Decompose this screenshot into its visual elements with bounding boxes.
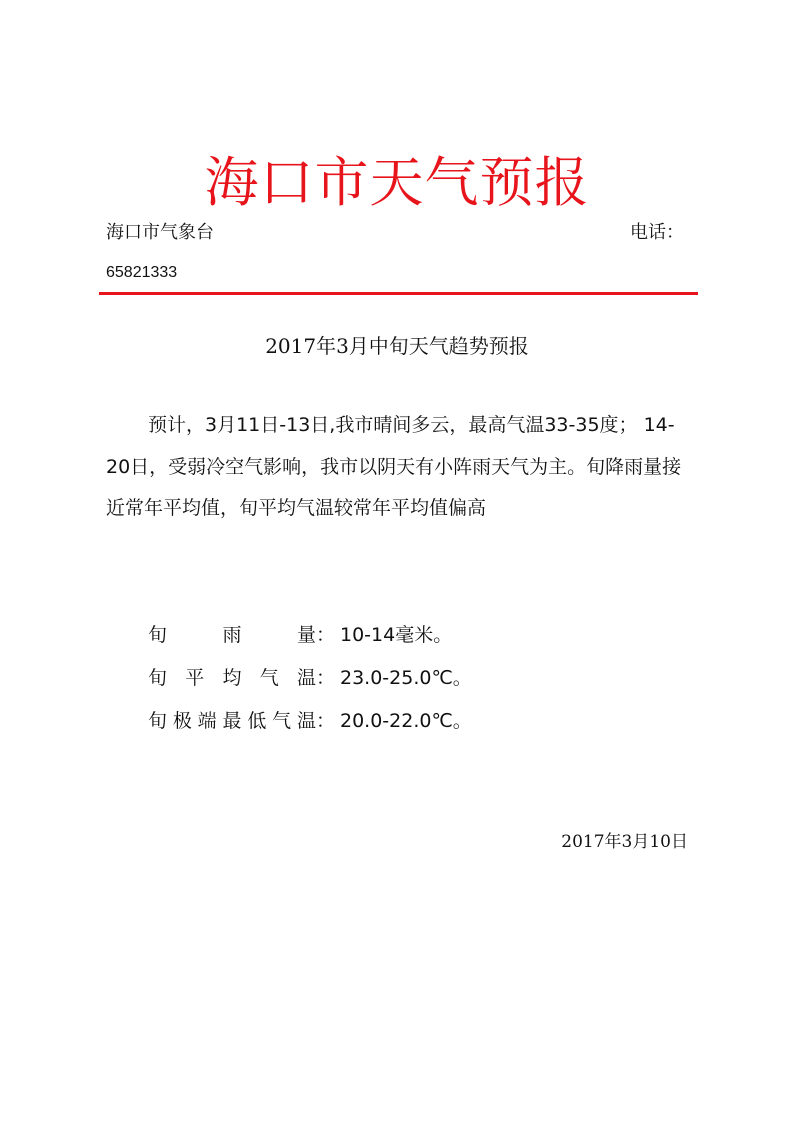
forecast-subtitle: 2017年3月中旬天气趋势预报 bbox=[265, 334, 529, 358]
document-title: 海口市天气预报 bbox=[204, 151, 590, 215]
stat-label: 旬极端最低气温 bbox=[148, 710, 316, 732]
stat-value: 20.0-22.0℃。 bbox=[340, 710, 472, 732]
red-divider-line bbox=[99, 292, 698, 295]
stat-row-rainfall bbox=[148, 612, 472, 655]
stat-row-minimum-temperature bbox=[148, 698, 472, 741]
stat-value: 10-14毫米。 bbox=[340, 624, 453, 646]
issue-date: 2017年3月10日 bbox=[561, 832, 688, 852]
forecast-paragraph: 预计，3月11日-13日,我市晴间多云，最高气温33-35度； 14-20日，受弱冷空气影响，我市以阴天有小阵雨天气为主。旬降雨量接近常年平均值，旬平均气温较常年平均值偏高 bbox=[106, 414, 682, 519]
phone-number: 65821333 bbox=[106, 264, 178, 281]
stat-colon: ： bbox=[316, 667, 336, 689]
phone-label: 电话： bbox=[630, 222, 684, 243]
issuer-name: 海口市气象台 bbox=[106, 222, 214, 243]
forecast-stats bbox=[148, 612, 472, 741]
stat-row-average-temperature bbox=[148, 655, 472, 698]
stat-colon: ： bbox=[316, 624, 336, 646]
stat-label: 旬雨量 bbox=[148, 624, 316, 646]
stat-colon: ： bbox=[316, 710, 336, 732]
stat-label: 旬平均气温 bbox=[148, 667, 316, 689]
stat-value: 23.0-25.0℃。 bbox=[340, 667, 472, 689]
